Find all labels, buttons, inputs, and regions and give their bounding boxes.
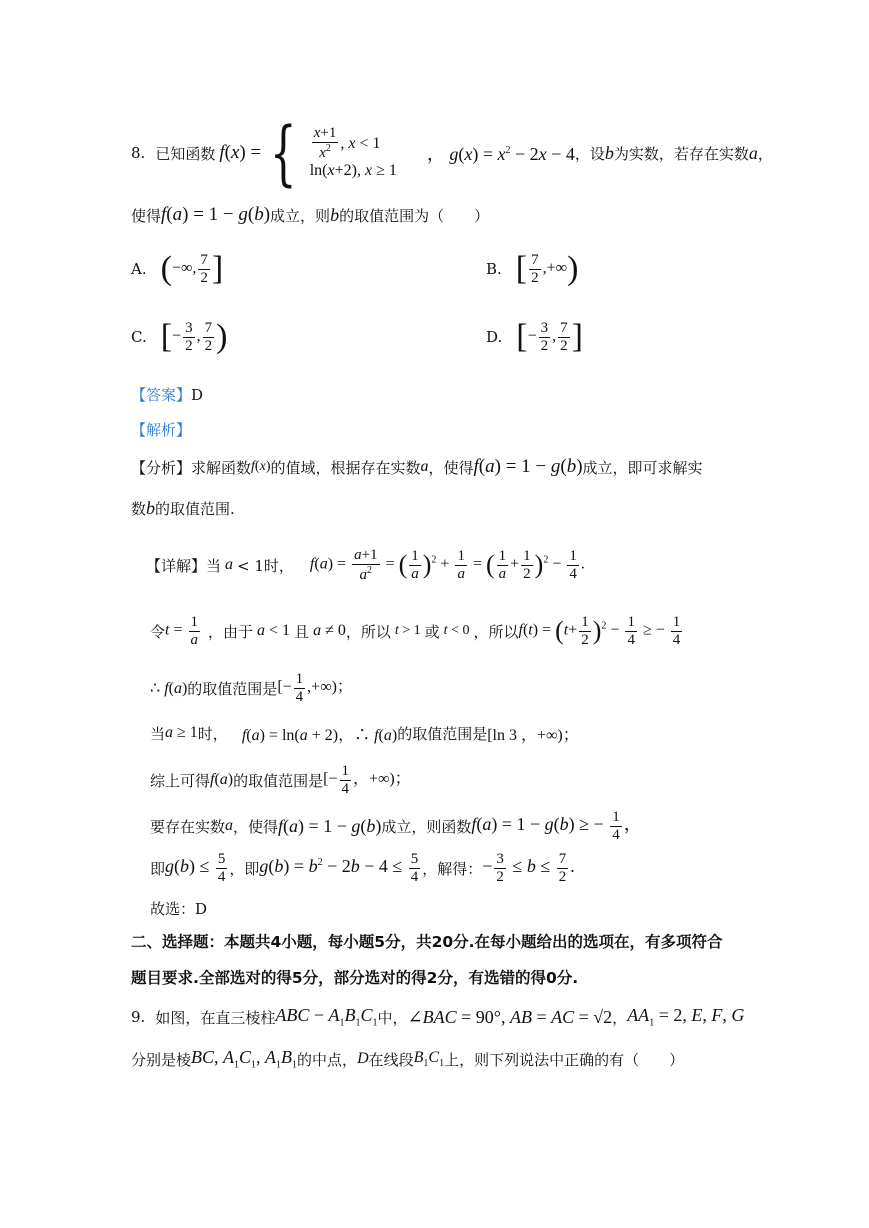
xj-a-lt1: a < 1 bbox=[257, 622, 291, 639]
xj-lt1: < 1时， bbox=[237, 556, 294, 575]
q9-prism: ABC − $A_1B_1C_1$ bbox=[275, 1005, 378, 1029]
option-b-interval: [ $\frac{7}{2}$ ,+∞) bbox=[515, 250, 579, 287]
xj-t-def: t = $\frac{1}{a}$ bbox=[165, 614, 198, 648]
q9-d: D bbox=[357, 1050, 369, 1067]
q8-b2: b bbox=[330, 204, 340, 225]
q9-line2 bbox=[131, 1044, 684, 1074]
fenxi-t4: 成立，即可求解实 bbox=[582, 458, 703, 477]
q9-angle: ∠BAC = 90°, AB = AC = √2 bbox=[407, 1006, 613, 1027]
xj-range-ln3: [ln 3 ，+∞)； bbox=[487, 726, 579, 744]
q9-t7: 上，则下列说法中正确的有（ ） bbox=[444, 1050, 685, 1069]
xj-line2 bbox=[150, 606, 684, 656]
xj-fa3: f(a) bbox=[210, 771, 234, 788]
option-c-interval: [− $\frac{3}{2}$ , $\frac{7}{2}$ ) bbox=[160, 318, 228, 355]
xj-or: 或 bbox=[424, 622, 440, 641]
xj-a-ge1: a ≥ 1 bbox=[165, 724, 198, 741]
q8-g-def: ， $g(x) = x^2 - 2x - 4$ bbox=[426, 144, 575, 164]
q9-line1 bbox=[131, 1002, 744, 1032]
option-c-label: C. bbox=[131, 328, 147, 346]
analysis-label: 【解析】 bbox=[131, 421, 192, 439]
q9-t6: 在线段 bbox=[368, 1050, 414, 1069]
section2-line1: 二、选择题：本题共4小题，每小题5分，共20分.在每小题给出的选项在，有多项符合 bbox=[131, 933, 723, 951]
q9-t3: ， bbox=[612, 1008, 628, 1027]
xj-when: 当 bbox=[206, 556, 222, 575]
option-d-interval: [− $\frac{3}{2}$ , $\frac{7}{2}$ ] bbox=[516, 318, 583, 355]
q8-intro: 已知函数 bbox=[155, 144, 216, 163]
q9-number: 9. bbox=[131, 1008, 146, 1026]
xj-ge1-time: 时， bbox=[197, 724, 228, 743]
xj-cond: f(a) = 1 − g(b) bbox=[278, 815, 382, 836]
xj-range-ln3-label: 的取值范围是 bbox=[397, 724, 488, 743]
xj-jiede: ，解得： bbox=[422, 859, 483, 878]
fenxi-fx: f(x) bbox=[251, 459, 271, 474]
xj-fa-expr: f(a) = $\frac{a+1}{a^2}$ = ( $\frac{1}{a}$ )$^2$ + $\frac{1}{a}$ = ( $\frac{1}{a}$ + $\frac{1}{2}$ )$^2$ − $\frac{1}{4}$ . bbox=[309, 547, 585, 583]
xj-line5 bbox=[150, 760, 411, 800]
answer-label: 【答案】 bbox=[131, 386, 192, 404]
xj-t-lt0: t < 0 bbox=[443, 623, 470, 638]
q9-edges: BC, $A_1C_1$, $A_1B_1$ bbox=[191, 1047, 298, 1071]
option-a-interval: (−∞, $\frac{7}{2}$ ] bbox=[160, 250, 224, 287]
xj-line4 bbox=[150, 718, 579, 748]
fenxi-b: b bbox=[146, 498, 156, 518]
xj-since: ，由于 bbox=[208, 622, 254, 641]
fenxi-line1 bbox=[131, 456, 703, 478]
xj-ji: 即 bbox=[150, 859, 166, 878]
xj-label: 【详解】 bbox=[146, 556, 207, 575]
option-a[interactable] bbox=[131, 252, 223, 286]
xj-so1: ，所以 bbox=[345, 622, 391, 641]
fenxi-condition: f(a) = 1 − g(b) bbox=[473, 456, 583, 477]
q8-b: b bbox=[604, 142, 614, 163]
fenxi-label: 【分析】 bbox=[131, 458, 192, 477]
xj-when2: 当 bbox=[150, 724, 166, 743]
xj-cond2: f(a) = 1 − g(b) ≥ − $\frac{1}{4}$ ， bbox=[471, 809, 642, 843]
q8-line2-mid: 成立，则 bbox=[270, 206, 331, 225]
xj-and: 且 bbox=[294, 622, 310, 641]
q8-condition: f(a) = 1 − g(b) bbox=[161, 204, 271, 225]
analysis-line bbox=[131, 419, 191, 440]
q8-line1 bbox=[131, 112, 773, 194]
xj-choose-text: 故选：D bbox=[150, 900, 208, 918]
xj-let: 令 bbox=[150, 622, 166, 641]
xj-gb-expr: $g(b) = b^2 - 2b - 4$ ≤ $\frac{5}{4}$ bbox=[259, 851, 419, 885]
q8-g-def-end: ，设 bbox=[574, 144, 605, 163]
q8-line2 bbox=[131, 204, 489, 226]
option-d[interactable] bbox=[486, 320, 583, 354]
xj-gb-le: g(b) ≤ $\frac{5}{4}$ bbox=[165, 851, 226, 885]
section2-line2: 题目要求.全部选对的得5分，部分选对的得2分，有选错的得0分. bbox=[131, 969, 579, 987]
answer-value: D bbox=[191, 386, 204, 404]
xj-exist2: ，使得 bbox=[233, 817, 279, 836]
option-c[interactable] bbox=[131, 320, 227, 354]
fenxi-t1: 求解函数 bbox=[191, 458, 252, 477]
xj-line1 bbox=[146, 540, 585, 590]
q8-b-real: 为实数，若存在实数 bbox=[613, 144, 749, 163]
xj-a: a bbox=[225, 556, 234, 573]
q8-line2-end: 的取值范围为（ ） bbox=[339, 206, 490, 225]
xj-so2: ，所以 bbox=[473, 622, 519, 641]
q8-f-def: f(x) = bbox=[219, 142, 262, 163]
q8-number: 8. bbox=[131, 144, 146, 162]
xj-line6 bbox=[150, 804, 642, 848]
option-b[interactable] bbox=[486, 252, 578, 286]
xj-therefore-range: 的取值范围是 bbox=[187, 679, 278, 698]
fenxi-t5: 数 bbox=[131, 500, 147, 518]
q8-line2-start: 使得 bbox=[131, 206, 162, 225]
xj-fa-ln: f(a) = ln(a + 2)，∴ f(a) bbox=[241, 726, 398, 744]
xj-exist3: 成立，则函数 bbox=[381, 817, 472, 836]
fenxi-line2 bbox=[131, 498, 235, 519]
q9-t5: 的中点， bbox=[297, 1050, 358, 1069]
q9-t2: 中， bbox=[377, 1008, 408, 1027]
xj-ft-expr: f(t) = (t+ $\frac{1}{2}$ )$^2$ − $\frac{1}{4}$ ≥ − $\frac{1}{4}$ bbox=[518, 614, 681, 648]
q9-t1: 如图，在直三棱柱 bbox=[155, 1008, 276, 1027]
xj-t-gt1: t > 1 bbox=[394, 623, 421, 638]
q9-aa1: $AA_1 = 2$, E, F, G bbox=[627, 1005, 745, 1029]
xj-range-combined: 的取值范围是 bbox=[233, 771, 324, 790]
xj-a-ne0: a ≠ 0 bbox=[313, 622, 346, 639]
xj-b-range: − $\frac{3}{2}$ ≤ b ≤ $\frac{7}{2}$ . bbox=[482, 851, 575, 885]
q8-brace: { bbox=[270, 112, 297, 194]
q8-comma: ， bbox=[757, 144, 773, 163]
fenxi-a: a bbox=[420, 458, 429, 475]
q9-b1c1: $B_1C_1$ bbox=[413, 1048, 445, 1070]
xj-range1: [− $\frac{1}{4}$ ,+∞)； bbox=[277, 671, 353, 705]
option-b-label: B. bbox=[486, 260, 502, 278]
xj-a4: a bbox=[225, 817, 234, 834]
xj-ji2: ，即 bbox=[229, 859, 260, 878]
xj-range2: [− $\frac{1}{4}$ ，+∞)； bbox=[323, 763, 411, 797]
xj-therefore-fa: ∴ f(a) bbox=[150, 680, 188, 697]
xj-choose bbox=[150, 898, 207, 919]
fenxi-t2: 的值域，根据存在实数 bbox=[270, 458, 421, 477]
answer-line bbox=[131, 384, 203, 405]
option-a-label: A. bbox=[131, 260, 147, 278]
q8-a: a bbox=[748, 142, 758, 163]
xj-line7 bbox=[150, 846, 575, 890]
q8-piecewise: $\frac{x+1}{x^2}$ , x < 1 ln(x+2), x ≥ 1 bbox=[309, 125, 397, 180]
fenxi-t6: 的取值范围. bbox=[155, 500, 235, 518]
fenxi-t3: ，使得 bbox=[428, 458, 474, 477]
xj-exist: 要存在实数 bbox=[150, 817, 226, 836]
xj-line3 bbox=[150, 668, 353, 708]
option-d-label: D. bbox=[486, 328, 503, 346]
xj-combine: 综上可得 bbox=[150, 771, 211, 790]
q9-t4: 分别是棱 bbox=[131, 1050, 192, 1069]
